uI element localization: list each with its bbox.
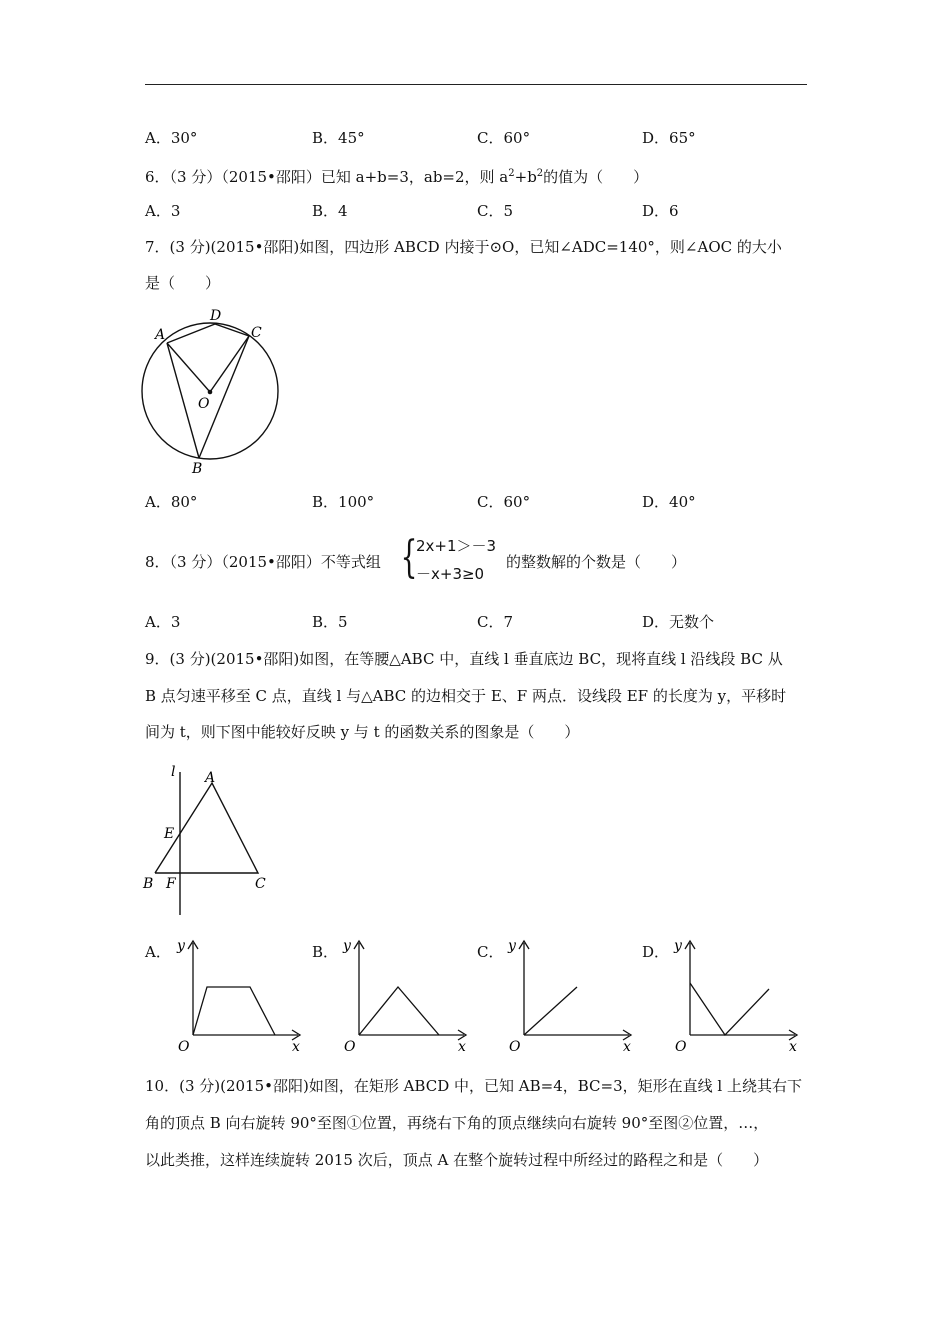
origin-label: O	[178, 1039, 190, 1055]
curve-a	[193, 987, 275, 1035]
q9-triangle-figure	[140, 760, 280, 920]
q9-stem-line3: 间为 t，则下图中能较好反映 y 与 t 的函数关系的图象是（ ）	[145, 723, 580, 741]
q8-option-c[interactable]: C．7	[477, 613, 514, 631]
curve-c	[524, 987, 577, 1035]
q6-stem-a: 6．（3 分）（2015•邵阳）已知 a+b=3，ab=2，则 a	[145, 168, 509, 186]
q6-option-a[interactable]: A．3	[145, 202, 181, 220]
q6-sup-2: 2	[536, 168, 544, 179]
label-a: A	[155, 327, 166, 343]
q7-stem-line1: 7．(3 分)(2015•邵阳)如图，四边形 ABCD 内接于⊙O，已知∠ADC=140°，则∠AOC 的大小	[145, 238, 782, 256]
q8-stem-a: 8．（3 分）（2015•邵阳）不等式组	[145, 553, 381, 571]
q8-option-d[interactable]: D．无数个	[642, 613, 715, 631]
y-label: y	[343, 938, 351, 954]
label-a: A	[205, 770, 216, 786]
inequality-brace: {	[400, 532, 418, 583]
inequality-2: －x+3≥0	[416, 565, 485, 583]
q6-stem-c: 的值为（ ）	[543, 168, 649, 186]
curve-b	[359, 987, 439, 1035]
q6-option-d[interactable]: D．6	[642, 202, 679, 220]
q6-option-b[interactable]: B．4	[312, 202, 348, 220]
q5-option-a[interactable]: A．30°	[145, 129, 198, 147]
q10-stem-line1: 10．(3 分)(2015•邵阳)如图，在矩形 ABCD 中，已知 AB=4，BC=3，矩形在直线 l 上绕其右下	[145, 1077, 802, 1095]
graph-a[interactable]	[170, 935, 310, 1060]
graph-b[interactable]	[336, 935, 476, 1060]
center-dot	[208, 390, 213, 395]
q10-stem-line2: 角的顶点 B 向右旋转 90°至图①位置，再绕右下角的顶点继续向右旋转 90°至图②位置，…，	[145, 1114, 769, 1132]
q6-stem-b: +b	[514, 168, 537, 186]
x-label: x	[292, 1039, 300, 1055]
q7-stem-line2: 是（ ）	[145, 274, 221, 292]
q6-stem	[145, 164, 648, 187]
arc-chord-adc	[167, 324, 249, 343]
origin-label: O	[675, 1039, 687, 1055]
x-label: x	[623, 1039, 631, 1055]
x-label: x	[789, 1039, 797, 1055]
y-label: y	[508, 938, 516, 954]
label-f: F	[166, 876, 176, 892]
origin-label: O	[344, 1039, 356, 1055]
q10-stem-line3: 以此类推，这样连续旋转 2015 次后，顶点 A 在整个旋转过程中所经过的路程之和是（ ）	[145, 1151, 769, 1169]
label-c: C	[251, 325, 262, 341]
header-rule	[145, 84, 807, 85]
label-d: D	[210, 308, 222, 324]
q7-option-d[interactable]: D．40°	[642, 493, 696, 511]
q5-option-d[interactable]: D．65°	[642, 129, 696, 147]
label-e: E	[164, 826, 175, 842]
q6-option-c[interactable]: C．5	[477, 202, 514, 220]
graph-c[interactable]	[501, 935, 641, 1060]
label-c: C	[255, 876, 266, 892]
x-label: x	[458, 1039, 466, 1055]
q7-circle-figure	[138, 300, 288, 480]
q6-sup-1: 2	[508, 168, 515, 179]
q7-option-c[interactable]: C．60°	[477, 493, 531, 511]
label-b: B	[192, 461, 203, 477]
origin-label: O	[509, 1039, 521, 1055]
label-b: B	[143, 876, 154, 892]
q8-stem-b: 的整数解的个数是（ ）	[506, 553, 687, 571]
y-label: y	[177, 938, 185, 954]
q8-option-b[interactable]: B．5	[312, 613, 348, 631]
q9-option-a-label[interactable]: A．	[145, 943, 171, 961]
y-label: y	[674, 938, 682, 954]
q8-option-a[interactable]: A．3	[145, 613, 181, 631]
q5-option-b[interactable]: B．45°	[312, 129, 365, 147]
label-l: l	[171, 764, 176, 780]
q7-option-b[interactable]: B．100°	[312, 493, 375, 511]
q9-option-d-label[interactable]: D．	[642, 943, 670, 961]
q9-option-b-label[interactable]: B．	[312, 943, 339, 961]
q9-option-c-label[interactable]: C．	[477, 943, 504, 961]
curve-d	[690, 983, 769, 1035]
q9-stem-line1: 9．(3 分)(2015•邵阳)如图，在等腰△ABC 中，直线 l 垂直底边 BC，现将直线 l 沿线段 BC 从	[145, 650, 783, 668]
q5-option-c[interactable]: C．60°	[477, 129, 531, 147]
inequality-1: 2x+1＞－3	[416, 537, 497, 555]
q7-option-a[interactable]: A．80°	[145, 493, 198, 511]
q9-stem-line2: B 点匀速平移至 C 点，直线 l 与△ABC 的边相交于 E、F 两点．设线段 EF 的长度为 y，平移时	[145, 687, 787, 705]
graph-d[interactable]	[667, 935, 807, 1060]
label-o: O	[198, 396, 210, 412]
